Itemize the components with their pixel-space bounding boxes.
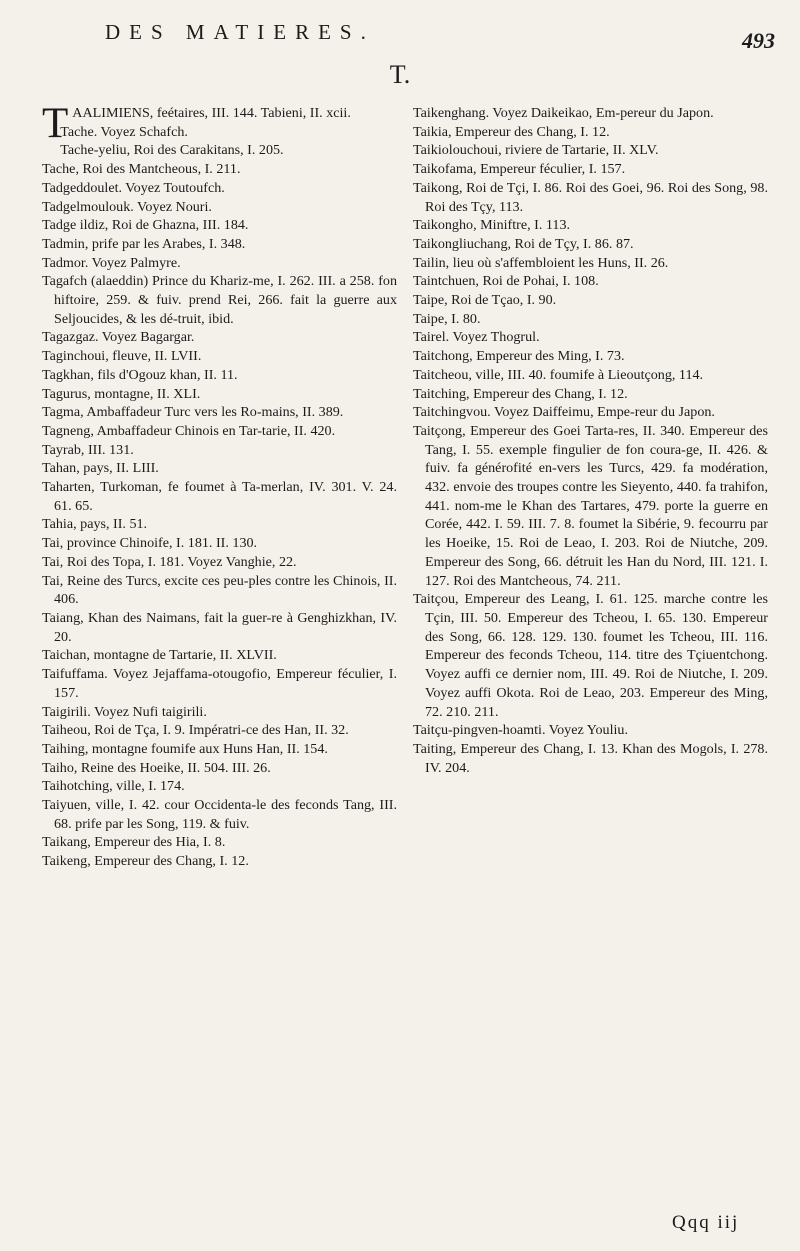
entry-text: Taikong, Roi de Tçi, I. 86. Roi des Goei, 96. Roi des Song, 98. Roi des Tçy, 113.	[413, 179, 768, 215]
entry-text: Taikang, Empereur des Hia, I. 8.	[42, 834, 226, 851]
entry-text: Tadge ildiz, Roi de Ghazna, III. 184.	[42, 217, 249, 234]
index-entry	[42, 179, 397, 198]
entry-text: Tai, province Chinoife, I. 181. II. 130.	[42, 535, 258, 552]
index-entry	[42, 366, 397, 385]
entry-text: Taikeng, Empereur des Chang, I. 12.	[42, 853, 249, 870]
index-entry	[42, 572, 397, 609]
right-column	[413, 104, 768, 777]
entry-text: Taiyuen, ville, I. 42. cour Occidenta-le des feconds Tang, III. 68. prife par les Song, 119. & fuiv.	[42, 797, 397, 832]
index-entry	[42, 123, 397, 142]
entry-text: Tahan, pays, II. LIII.	[42, 460, 159, 477]
entry-text: Taihotching, ville, I. 174.	[42, 778, 185, 795]
index-entry	[42, 515, 397, 534]
index-entry	[42, 646, 397, 665]
index-entry	[42, 235, 397, 254]
section-letter: T.	[389, 60, 411, 89]
entry-text: Taikongliuchang, Roi de Tçy, I. 86. 87.	[413, 235, 634, 252]
index-entry	[42, 777, 397, 796]
entry-text: Taikenghang. Voyez Daikeikao, Em-pereur du Japon.	[413, 105, 714, 121]
entry-text: Taichan, montagne de Tartarie, II. XLVII.	[42, 647, 277, 664]
page-number: 493	[742, 28, 775, 53]
running-title: DES MATIERES.	[105, 20, 375, 44]
index-entry	[42, 403, 397, 422]
index-entry	[42, 609, 397, 646]
index-entry	[42, 160, 397, 179]
entry-text: Tadmin, prife par les Arabes, I. 348.	[42, 235, 246, 252]
entry-text: Taiang, Khan des Naimans, fait la guer-re à Genghizkhan, IV. 20.	[42, 609, 397, 645]
index-entry	[413, 123, 768, 142]
index-entry	[42, 740, 397, 759]
index-entry	[42, 422, 397, 441]
entry-text: Taitchingvou. Voyez Daiffeimu, Empe-reur du Japon.	[413, 404, 715, 421]
index-entry	[42, 833, 397, 852]
index-entry	[413, 254, 768, 273]
entry-text: Taitcheou, ville, III. 40. foumife à Lieoutçong, 114.	[413, 366, 704, 383]
entry-text: Tache. Voyez Schafch.	[60, 123, 188, 140]
index-entry	[413, 403, 768, 422]
entry-text: Taikia, Empereur des Chang, I. 12.	[413, 123, 610, 140]
left-column	[42, 100, 397, 871]
entry-text: Tadmor. Voyez Palmyre.	[42, 254, 181, 271]
entry-text: Tagurus, montagne, II. XLI.	[42, 385, 201, 402]
index-entry	[413, 272, 768, 291]
entry-text: Taikongho, Miniftre, I. 113.	[413, 217, 571, 234]
index-entry	[42, 385, 397, 404]
entry-text: Taintchuen, Roi de Pohai, I. 108.	[413, 273, 599, 290]
entry-text: Tahia, pays, II. 51.	[42, 516, 148, 533]
entry-text: Taipe, I. 80.	[413, 310, 481, 327]
entry-text: Tai, Reine des Turcs, excite ces peu-ples contre les Chinois, II. 406.	[42, 572, 397, 608]
entry-text: Tache, Roi des Mantcheous, I. 211.	[42, 161, 241, 178]
index-entry	[413, 740, 768, 777]
index-entry	[413, 422, 768, 590]
entry-text: Taikofama, Empereur féculier, I. 157.	[413, 161, 626, 178]
index-entry	[413, 179, 768, 216]
index-entry	[42, 272, 397, 328]
entry-text: Tagneng, Ambaffadeur Chinois en Tar-tarie, II. 420.	[42, 422, 336, 439]
index-entry	[42, 665, 397, 702]
drop-cap: T	[42, 100, 69, 147]
signature-mark: Qqq iij	[672, 1212, 740, 1233]
index-entry	[413, 347, 768, 366]
entry-text: Taifuffama. Voyez Jejaffama-otougofio, Empereur féculier, I. 157.	[42, 666, 397, 701]
entry-text: Taitchong, Empereur des Ming, I. 73.	[413, 348, 625, 365]
index-entry	[42, 553, 397, 572]
entry-text: Taigirili. Voyez Nufi taigirili.	[42, 703, 207, 720]
index-entry	[42, 721, 397, 740]
entry-text: Taitçu-pingven-hoamti. Voyez Youliu.	[413, 722, 628, 739]
index-entry	[42, 141, 397, 160]
index-entry	[42, 347, 397, 366]
entry-text: Tagafch (alaeddin) Prince du Khariz-me, I. 262. III. a 258. fon hiftoire, 259. & fuiv. prend Rei, 266. fait la guerre aux Seljoucides, & les dé-truit, ibid.	[42, 273, 397, 327]
entry-text: Taitçong, Empereur des Goei Tarta-res, II. 340. Empereur des Tang, I. 55. exemple fingulier de fon coura-ge, II. 426. & fuiv. fa générofité en-vers les Turcs, 429. fa modération, 432. envoie des troupes contre les Sieyento, 440. fa trahifon, 441. nom-me le Khan des Tartares, 479. porte la guerre en Corée, 442. I. 59. III. 7. 8. foumet la Sibérie, 9. fecourru par les Hoeike, 15. Roi de Leao, I. 203. Roi de Niutche, 209. Empereur des Song, 66. détruit les Han du Nord, III. 121. I. 127. Roi des Mantcheous, 74. 211.	[413, 422, 768, 589]
index-entry	[413, 141, 768, 160]
index-entry	[42, 459, 397, 478]
index-entry	[42, 534, 397, 553]
index-entry	[413, 721, 768, 740]
index-entry	[413, 235, 768, 254]
index-entry	[42, 852, 397, 871]
entry-text: Taikiolouchoui, riviere de Tartarie, II. XLV.	[413, 142, 659, 159]
running-head	[0, 18, 800, 58]
entry-text: Tadgeddoulet. Voyez Toutoufch.	[42, 179, 225, 196]
index-entry	[413, 104, 768, 123]
index-entry	[42, 328, 397, 347]
entry-text: Tache-yeliu, Roi des Carakitans, I. 205.	[60, 142, 284, 159]
index-entry	[42, 703, 397, 722]
entry-text: Taitching, Empereur des Chang, I. 12.	[413, 385, 628, 402]
index-entry	[42, 796, 397, 833]
entry-text: Taipe, Roi de Tçao, I. 90.	[413, 292, 557, 309]
entry-text: Tagazgaz. Voyez Bagargar.	[42, 329, 195, 346]
entry-text: Taginchoui, fleuve, II. LVII.	[42, 348, 202, 365]
index-entry	[42, 478, 397, 515]
entry-text: Taitçou, Empereur des Leang, I. 61. 125. marche contre les Tçin, III. 50. Empereur des Tcheou, I. 65. 130. Empereur des Song, 66. 128. 129. 130. foumet les Tcheou, III. 116. Empereur des feconds Tcheou, 114. titre des Tçiuentchong. Voyez auffi ce dernier nom, III. 49. Roi de Niutche, I. 209. Voyez auffi Okota. Roi de Leao, 203. Empereur des Ming, 72. 210. 211.	[413, 591, 768, 720]
index-entry	[413, 328, 768, 347]
entry-text: Tairel. Voyez Thogrul.	[413, 329, 540, 346]
index-entry	[413, 291, 768, 310]
index-entry	[413, 216, 768, 235]
entry-text: Tai, Roi des Topa, I. 181. Voyez Vanghie, 22.	[42, 553, 297, 570]
index-entry	[42, 198, 397, 217]
index-entry	[413, 310, 768, 329]
index-entry	[42, 441, 397, 460]
entry-text: Taiting, Empereur des Chang, I. 13. Khan des Mogols, I. 278. IV. 204.	[413, 740, 768, 776]
entry-text: AALIMIENS, feétaires, III. 144. Tabieni, II. xcii.	[72, 105, 351, 121]
index-entry	[413, 590, 768, 721]
index-entry	[413, 366, 768, 385]
index-entry	[42, 216, 397, 235]
index-entry	[413, 385, 768, 404]
entry-text: Tadgelmoulouk. Voyez Nouri.	[42, 198, 212, 215]
entry-text: Taiho, Reine des Hoeike, II. 504. III. 26.	[42, 759, 271, 776]
index-entry	[42, 759, 397, 778]
index-entry	[413, 160, 768, 179]
entry-text: Tayrab, III. 131.	[42, 441, 134, 458]
entry-text: Tailin, lieu où s'affembloient les Huns, II. 26.	[413, 254, 669, 271]
entry-text: Tagma, Ambaffadeur Turc vers les Ro-mains, II. 389.	[42, 404, 344, 421]
index-entry	[42, 254, 397, 273]
entry-text: Taihing, montagne foumife aux Huns Han, II. 154.	[42, 740, 328, 757]
entry-text: Tagkhan, fils d'Ogouz khan, II. 11.	[42, 366, 238, 383]
entry-text: Taharten, Turkoman, fe foumet à Ta-merlan, IV. 301. V. 24. 61. 65.	[42, 479, 397, 514]
entry-text: Taiheou, Roi de Tça, I. 9. Impératri-ce des Han, II. 32.	[42, 722, 349, 739]
